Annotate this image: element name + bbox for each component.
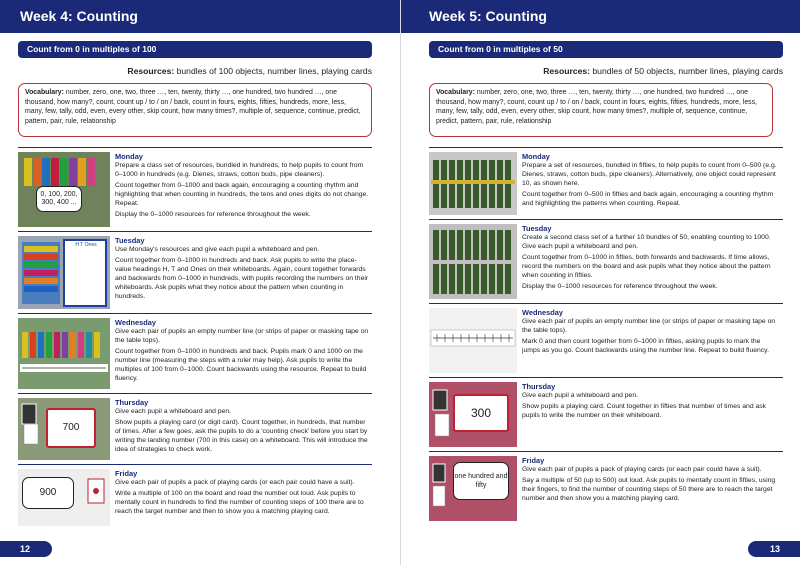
friday-speech-bubble: one hundred and fifty [453, 462, 509, 500]
resources-label: Resources: [543, 66, 590, 76]
paragraph: Display the 0–1000 resources for reference throughout the week. [522, 283, 718, 291]
paragraph: Give each pupil a whiteboard and pen. [522, 392, 639, 399]
monday-photo [18, 152, 110, 227]
paragraph: Count together from 0–1000 in fifties, both forwards and backwards. If time allows, record the numbers on the board and ask pupils what they notice about the pattern when counting in fifties. [522, 254, 771, 280]
paragraph: Show pupils a playing card (or digit card). Count together, in hundreds, that number of times. After a few goes, ask the pupils to do a 'counting check' before you start by writing the landing number (700 in this case) on a whiteboard. This will introduce the idea of strategies to check work. [115, 419, 368, 454]
paragraph: Write a multiple of 100 on the board and read the number out loud. Ask pupils to mentally count in hundreds to find the number of counting steps of 100 there are to reach the target number and then to show you a matching playing card. [115, 490, 364, 516]
day-label: Tuesday [115, 236, 145, 245]
vocab-text: number, zero, one, two, three …, ten, twenty, thirty …, one hundred, two hundred …, one thousand, how many?, count, count up / to / on / back, count in fours, eights, fifties, hundreds, more, less, many, few, tally, odd, even, every other, skip count, how many times?, multiple of, sequence, continue, predict, pattern, pair, rule, relationship [436, 89, 757, 125]
tuesday-photo [18, 236, 110, 309]
day-row-monday [18, 147, 372, 231]
paragraph: Mark 0 and then count together from 0–1000 in fifties, asking pupils to mark the jumps as you go. Count backwards using the number line. Repeat to build fluency. [522, 338, 769, 355]
day-label: Friday [522, 456, 545, 465]
paragraph: Use Monday's resources and give each pupil a whiteboard and pen. [115, 246, 320, 253]
paragraph: Give each pair of pupils a pack of playing cards (or each pair could have a suit). [115, 479, 355, 486]
day-row-tuesday [429, 219, 783, 303]
vocabulary-box [18, 83, 372, 137]
vocabulary-box [429, 83, 773, 137]
day-row-tuesday [18, 231, 372, 313]
day-text [115, 328, 370, 386]
day-row-thursday [429, 377, 783, 451]
friday-speech-bubble: 900 [22, 477, 74, 509]
week-title: Week 4: Counting [0, 0, 400, 33]
page-number: 12 [0, 541, 52, 557]
bundles-photo-icon [429, 152, 517, 215]
paragraph: Count together from 0–1000 in hundreds and back. Ask pupils to write the place-value headings H, T and Ones on their whiteboards. Again, count together forwards and backwards from 0–1000 in hundreds, with pupils recording the numbers on their whiteboards. Ask pupils what they notice about the pattern when counting in hundreds. [115, 257, 369, 300]
paragraph: Give each pupil a whiteboard and pen. [115, 408, 232, 415]
paragraph: Create a second class set of a further 10 bundles of 50, enabling counting to 1000. Give each pupil a whiteboard and pen. [522, 234, 771, 250]
monday-photo [429, 152, 517, 215]
right-page [400, 0, 800, 565]
day-text [522, 392, 780, 424]
day-label: Friday [115, 469, 138, 478]
resources-line [18, 66, 372, 76]
day-label: Thursday [115, 398, 149, 407]
friday-photo [18, 469, 110, 526]
week-title: Week 5: Counting [401, 0, 800, 33]
day-row-wednesday [429, 303, 783, 377]
monday-speech-bubble: 0, 100, 200, 300, 400 ... [36, 186, 82, 212]
day-text [115, 408, 370, 457]
friday-photo [429, 456, 517, 521]
resources-text: bundles of 100 objects, number lines, playing cards [176, 66, 372, 76]
paragraph: Give each pair of pupils a pack of playing cards (or each pair could have a suit). [522, 466, 762, 473]
paragraph: Count together from 0–1000 in hundreds and back. Pupils mark 0 and 1000 on the number line (measuring the steps with a ruler may help). Ask pupils to write the multiples of 100 from 0–1000. Count backwards using the resource. Repeat to build fluency. [115, 348, 367, 382]
day-label: Thursday [522, 382, 556, 391]
day-row-monday [429, 147, 783, 219]
day-text [522, 234, 780, 295]
vocab-label: Vocabulary: [25, 89, 64, 96]
vocab-text: number, zero, one, two, three …, ten, twenty, thirty …, one hundred, two hundred …, one thousand, how many?, count, count up / to / on / back, count in fours, eights, fifties, hundreds, more, less, many, few, tally, odd, even, every other, skip count, how many times?, multiple of, sequence, continue, predict, pattern, pair, rule, relationship [25, 89, 361, 125]
day-text [115, 246, 370, 304]
paragraph: Give each pair of pupils an empty number line (or strips of paper or masking tape on the table tops). [522, 318, 776, 334]
number-line-photo-icon [429, 308, 517, 373]
thursday-whiteboard: 300 [453, 394, 509, 432]
day-label: Wednesday [522, 308, 563, 317]
resources-text: bundles of 50 objects, number lines, playing cards [592, 66, 783, 76]
day-label: Monday [115, 152, 143, 161]
day-text [522, 318, 780, 358]
day-row-thursday [18, 393, 372, 464]
paragraph: Count together from 0–1000 and back again, encouraging a counting rhythm and highlighting that when counting in hundreds, the tens and ones digits do not change. Repeat. [115, 182, 369, 208]
paragraph: Prepare a class set of resources, bundled in hundreds, to help pupils to count from 0–1000 in hundreds (e.g. Dienes, straws, cotton buds, pipe cleaners). [115, 162, 364, 178]
vocab-label: Vocabulary: [436, 89, 475, 96]
tuesday-photo [429, 224, 517, 299]
paragraph: Say a multiple of 50 (up to 500) out loud. Ask pupils to mentally count in fifties, using their fingers, to find the number of counting steps of 50 there are to reach the target number and then show you a matching playing card. [522, 477, 776, 503]
wednesday-photo [429, 308, 517, 373]
thursday-photo [429, 382, 517, 447]
wednesday-photo [18, 318, 110, 389]
paragraph: Prepare a set of resources, bundled in fifties, to help pupils to count from 0–500 (e.g. Dienes, straws, cotton buds, pipe cleaners). Alternatively, one object could represent 10, as shown here. [522, 162, 777, 187]
day-text [115, 162, 370, 223]
page-number: 13 [748, 541, 800, 557]
bundles-photo-icon [429, 224, 517, 299]
subtitle-banner: Count from 0 in multiples of 100 [18, 41, 372, 58]
resources-line [429, 66, 783, 76]
day-row-wednesday [18, 313, 372, 393]
resources-label: Resources: [127, 66, 175, 76]
subtitle-banner: Count from 0 in multiples of 50 [429, 41, 783, 58]
paragraph: Give each pair of pupils an empty number line (or strips of paper or masking tape on the table tops). [115, 328, 369, 344]
paragraph: Display the 0–1000 resources for reference throughout the week. [115, 211, 311, 219]
day-label: Monday [522, 152, 550, 161]
day-label: Wednesday [115, 318, 156, 327]
day-text [522, 466, 780, 506]
paragraph: Show pupils a playing card. Count together in fifties that number of times and ask pupils to write the number on their whiteboard. [522, 403, 767, 420]
day-row-friday [429, 451, 783, 525]
thursday-whiteboard: 700 [46, 408, 96, 448]
thursday-photo [18, 398, 110, 460]
tuesday-board-heading: H T Ones [75, 242, 97, 248]
paragraph: Count together from 0–500 in fifties and back again, encouraging a counting rhythm and highlighting the patterns when counting. Repeat. [522, 191, 774, 208]
day-text [522, 162, 780, 211]
day-text [115, 479, 370, 519]
day-label: Tuesday [522, 224, 552, 233]
number-line-photo-icon [18, 318, 110, 389]
day-row-friday [18, 464, 372, 530]
